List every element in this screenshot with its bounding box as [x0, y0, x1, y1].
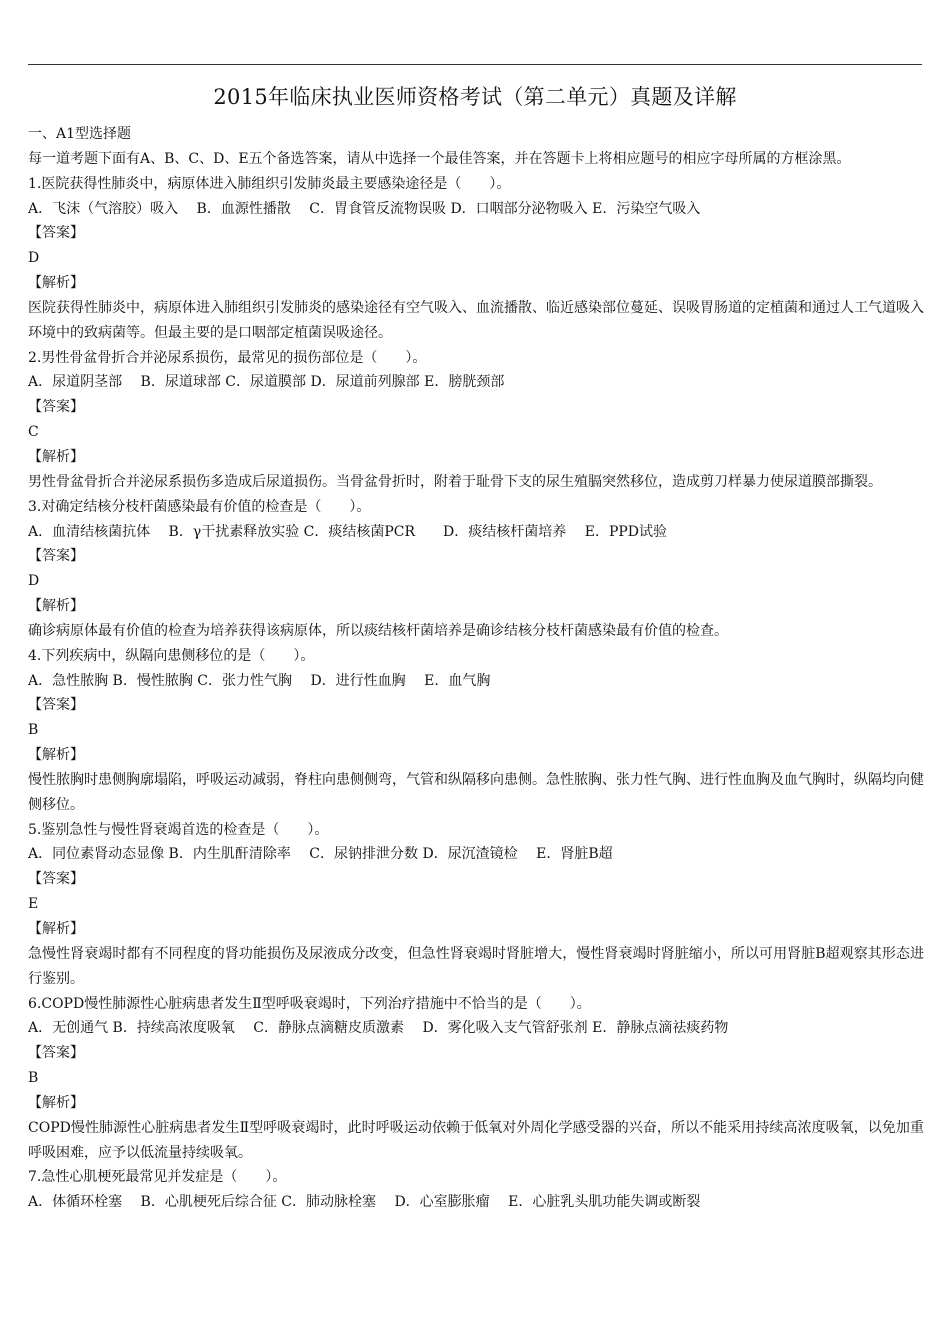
- answer-label: 【答案】: [28, 548, 84, 565]
- question-options: A．同位素肾动态显像 B．内生肌酐清除率 C．尿钠排泄分数 D．尿沉渣镜检 E．肾脏B超: [28, 846, 613, 863]
- question-4: [28, 644, 924, 818]
- question-stem: 6.COPD慢性肺源性心脏病患者发生Ⅱ型呼吸衰竭时，下列治疗措施中不恰当的是（ ）。: [28, 995, 591, 1012]
- analysis-label: 【解析】: [28, 921, 84, 937]
- question-3: [28, 495, 924, 644]
- document-body: [28, 122, 924, 1215]
- answer-value: B: [28, 722, 39, 739]
- analysis-label: 【解析】: [28, 747, 84, 764]
- analysis-text: 慢性脓胸时患侧胸廓塌陷，呼吸运动减弱，脊柱向患侧侧弯，气管和纵隔移向患侧。急性脓胸、张力性气胸、进行性血胸及血气胸时，纵隔均向健侧移位。: [28, 771, 924, 813]
- question-options: A．急性脓胸 B．慢性脓胸 C．张力性气胸 D．进行性血胸 E．血气胸: [28, 672, 491, 689]
- document-title: 2015年临床执业医师资格考试（第二单元）真题及详解: [213, 85, 737, 109]
- question-options: A．飞沫（气溶胶）吸入 B．血源性播散 C．胃食管反流物误吸 D．口咽部分泌物吸入 E．污染空气吸入: [28, 200, 701, 217]
- question-stem: 7.急性心肌梗死最常见并发症是（ ）。: [28, 1169, 287, 1186]
- answer-value: B: [28, 1070, 39, 1087]
- analysis-label: 【解析】: [28, 448, 84, 465]
- answer-label: 【答案】: [28, 871, 84, 888]
- header-rule: [28, 64, 922, 65]
- answer-value: D: [28, 250, 40, 267]
- question-7: [28, 1165, 924, 1215]
- question-options: A．无创通气 B．持续高浓度吸氧 C．静脉点滴糖皮质激素 D．雾化吸入支气管舒张剂 E．静脉点滴祛痰药物: [28, 1020, 729, 1037]
- analysis-text: COPD慢性肺源性心脏病患者发生Ⅱ型呼吸衰竭时，此时呼吸运动依赖于低氧对外周化学感受器的兴奋，所以不能采用持续高浓度吸氧，以免加重呼吸困难，应予以低流量持续吸氧。: [28, 1119, 924, 1161]
- answer-label: 【答案】: [28, 1045, 84, 1062]
- question-options: A．尿道阴茎部 B．尿道球部 C．尿道膜部 D．尿道前列腺部 E．膀胱颈部: [28, 374, 505, 391]
- section-heading: 一、A1型选择题: [28, 126, 132, 142]
- question-stem: 2.男性骨盆骨折合并泌尿系损伤，最常见的损伤部位是（ ）。: [28, 349, 427, 366]
- analysis-text: 医院获得性肺炎中，病原体进入肺组织引发肺炎的感染途径有空气吸入、血流播散、临近感染部位蔓延、误吸胃肠道的定植菌和通过人工气道吸入环境中的致病菌等。但最主要的是口咽部定植菌误吸途径。: [28, 299, 924, 341]
- analysis-label: 【解析】: [28, 1094, 84, 1111]
- question-1: [28, 172, 924, 346]
- question-6: [28, 992, 924, 1166]
- answer-value: D: [28, 573, 40, 590]
- analysis-text: 男性骨盆骨折合并泌尿系损伤多造成后尿道损伤。当骨盆骨折时，附着于耻骨下支的尿生殖膈突然移位，造成剪刀样暴力使尿道膜部撕裂。: [28, 473, 882, 490]
- question-stem: 5.鉴别急性与慢性肾衰竭首选的检查是（ ）。: [28, 821, 329, 838]
- analysis-label: 【解析】: [28, 598, 84, 615]
- question-options: A．体循环栓塞 B．心肌梗死后综合征 C．肺动脉栓塞 D．心室膨胀瘤 E．心脏乳头肌功能失调或断裂: [28, 1194, 701, 1211]
- answer-label: 【答案】: [28, 399, 84, 416]
- question-options: A．血清结核菌抗体 B．γ干扰素释放实验 C．痰结核菌PCR D．痰结核杆菌培养 E．PPD试验: [28, 523, 668, 540]
- question-stem: 1.医院获得性肺炎中，病原体进入肺组织引发肺炎最主要感染途径是（ ）。: [28, 175, 511, 192]
- answer-label: 【答案】: [28, 697, 84, 714]
- question-2: [28, 346, 924, 495]
- answer-value: C: [28, 424, 39, 441]
- question-stem: 3.对确定结核分枝杆菌感染最有价值的检查是（ ）。: [28, 498, 371, 515]
- answer-label: 【答案】: [28, 225, 84, 242]
- analysis-label: 【解析】: [28, 275, 84, 292]
- instruction-text: 每一道考题下面有A、B、C、D、E五个备选答案，请从中选择一个最佳答案，并在答题卡上将相应题号的相应字母所属的方框涂黑。: [28, 150, 851, 167]
- analysis-text: 确诊病原体最有价值的检查为培养获得该病原体，所以痰结核杆菌培养是确诊结核分枝杆菌感染最有价值的检查。: [28, 622, 728, 639]
- question-stem: 4.下列疾病中，纵隔向患侧移位的是（ ）。: [28, 647, 315, 664]
- question-5: [28, 818, 924, 992]
- answer-value: E: [28, 896, 39, 913]
- analysis-text: 急慢性肾衰竭时都有不同程度的肾功能损伤及尿液成分改变，但急性肾衰竭时肾脏增大，慢性肾衰竭时肾脏缩小，所以可用肾脏B超观察其形态进行鉴别。: [28, 945, 924, 987]
